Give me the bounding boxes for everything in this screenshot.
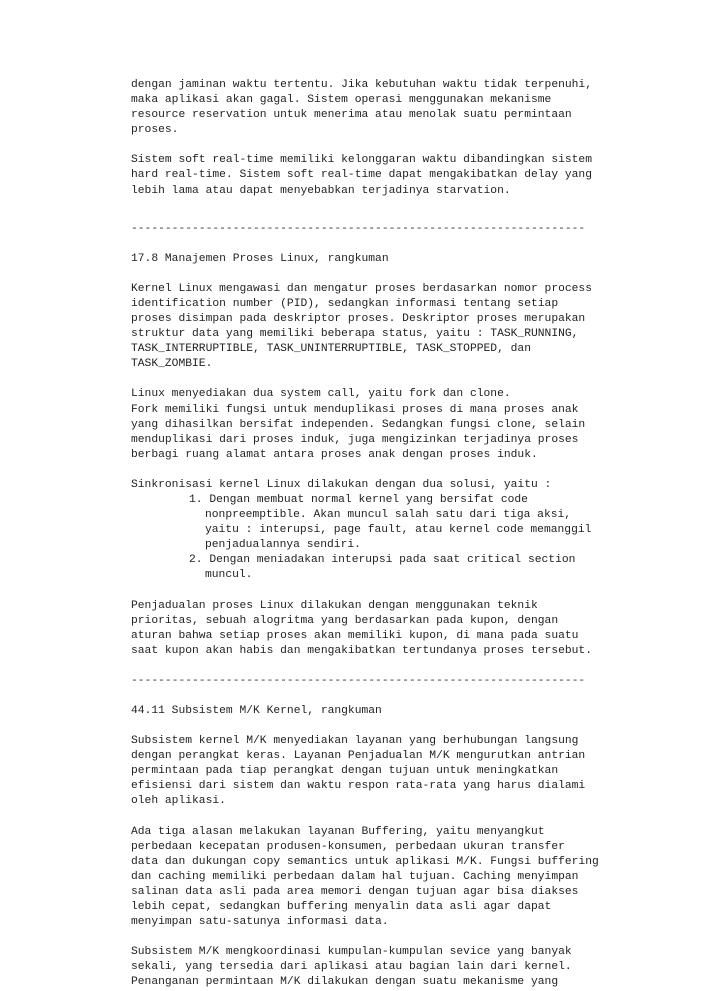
text-line: Penanganan permintaan M/K dilakukan dengan suatu mekanisme yang	[131, 976, 559, 989]
text-line: Ada tiga alasan melakukan layanan Buffering, yaitu menyangkut	[131, 825, 545, 838]
divider-rule: -------------------------------------------------------------------	[131, 674, 586, 687]
text-line: salinan data asli pada area memori dengan tujuan agar bisa diakses	[131, 885, 579, 898]
text-line: yang dihasilkan bersifat independen. Sedangkan fungsi clone, selain	[131, 418, 586, 431]
text-line: menyimpan satu-satunya informasi data.	[131, 916, 389, 929]
list-item-line: muncul.	[205, 569, 253, 582]
text-line: Kernel Linux mengawasi dan mengatur proses berdasarkan nomor process	[131, 282, 592, 295]
section-title: 17.8 Manajemen Proses Linux, rangkuman	[131, 252, 389, 265]
text-line: Subsistem kernel M/K menyediakan layanan yang berhubungan langsung	[131, 735, 579, 748]
text-line: permintaan pada tiap perangkat dengan tujuan untuk meningkatkan	[131, 765, 559, 778]
list-item-line: nonpreemptible. Akan muncul salah satu dari tiga aksi,	[205, 509, 572, 522]
text-line: TASK_INTERRUPTIBLE, TASK_UNINTERRUPTIBLE, TASK_STOPPED, dan	[131, 343, 531, 356]
text-line: menduplikasi dari proses induk, juga mengizinkan terjadinya proses	[131, 433, 579, 446]
paragraph-2	[131, 153, 721, 198]
text-line: struktur data yang memiliki beberapa status, yaitu : TASK_RUNNING,	[131, 328, 579, 341]
text-line: sekali, yang tersedia dari aplikasi atau bagian lain dari kernel.	[131, 961, 572, 974]
paragraph-5	[131, 478, 721, 584]
text-line: lebih cepat, sedangkan buffering menyalin data asli agar dapat	[131, 901, 552, 914]
text-line: dengan jaminan waktu tertentu. Jika kebutuhan waktu tidak terpenuhi,	[131, 79, 592, 91]
text-line: oleh aplikasi.	[131, 795, 226, 808]
paragraph-4	[131, 387, 721, 462]
list-item-line: penjadualannya sendiri.	[205, 539, 361, 552]
text-line: efisiensi dari sistem dan waktu respon rata-rata yang harus dialami	[131, 780, 586, 793]
paragraph-8	[131, 825, 721, 931]
divider-rule: -------------------------------------------------------------------	[131, 222, 586, 235]
list-item-first-line: 1. Dengan membuat normal kernel yang bersifat code	[189, 493, 528, 506]
text-line: Sistem soft real-time memiliki kelonggaran waktu dibandingkan sistem	[131, 154, 592, 167]
text-line: Sinkronisasi kernel Linux dilakukan dengan dua solusi, yaitu :	[131, 478, 552, 491]
text-line: resource reservation untuk menerima atau menolak suatu permintaan	[131, 109, 572, 122]
text-line: lebih lama atau dapat menyebabkan terjadinya starvation.	[131, 184, 511, 197]
text-line: dengan perangkat keras. Layanan Penjadualan M/K mengurutkan antrian	[131, 750, 586, 763]
text-line: hard real-time. Sistem soft real-time dapat mengakibatkan delay yang	[131, 169, 592, 182]
paragraph-9	[131, 945, 721, 990]
text-line: TASK_ZOMBIE.	[131, 358, 213, 371]
text-line: identification number (PID), sedangkan informasi tentang setiap	[131, 297, 559, 310]
numbered-list	[131, 493, 721, 584]
text-line: proses disimpan pada deskriptor proses. Deskriptor proses merupakan	[131, 313, 586, 326]
list-item	[131, 493, 721, 553]
text-line: Fork memiliki fungsi untuk menduplikasi proses di mana proses anak	[131, 403, 579, 416]
list-item-first-line: 2. Dengan meniadakan interupsi pada saat critical section	[189, 554, 576, 567]
document-page	[131, 78, 721, 991]
list-item	[131, 553, 721, 583]
text-line: prioritas, sebuah alogritma yang berdasarkan pada kupon, dengan	[131, 614, 559, 627]
list-item-line: yaitu : interupsi, page fault, atau kernel code memanggil	[205, 524, 592, 537]
section-title: 44.11 Subsistem M/K Kernel, rangkuman	[131, 705, 382, 717]
text-line: aturan bahwa setiap proses akan memiliki kupon, di mana pada suatu	[131, 629, 579, 642]
text-line: perbedaan kecepatan produsen-konsumen, perbedaan ukuran transfer	[131, 840, 565, 853]
paragraph-6	[131, 599, 721, 659]
paragraph-1	[131, 78, 721, 138]
text-line: Penjadualan proses Linux dilakukan dengan menggunakan teknik	[131, 599, 538, 612]
text-line: proses.	[131, 124, 179, 137]
text-line: data dan dukungan copy semantics untuk aplikasi M/K. Fungsi buffering	[131, 855, 599, 868]
text-line: saat kupon akan habis dan mengakibatkan tertundanya proses tersebut.	[131, 644, 592, 657]
text-line: berbagi ruang alamat antara proses anak dengan proses induk.	[131, 448, 538, 461]
paragraph-3	[131, 282, 721, 373]
text-line: maka aplikasi akan gagal. Sistem operasi menggunakan mekanisme	[131, 94, 552, 107]
text-line: Subsistem M/K mengkoordinasi kumpulan-kumpulan sevice yang banyak	[131, 946, 572, 959]
text-line: Linux menyediakan dua system call, yaitu fork dan clone.	[131, 388, 511, 401]
paragraph-7	[131, 734, 721, 809]
text-line: dan caching memiliki perbedaan dalam hal tujuan. Caching menyimpan	[131, 870, 579, 883]
